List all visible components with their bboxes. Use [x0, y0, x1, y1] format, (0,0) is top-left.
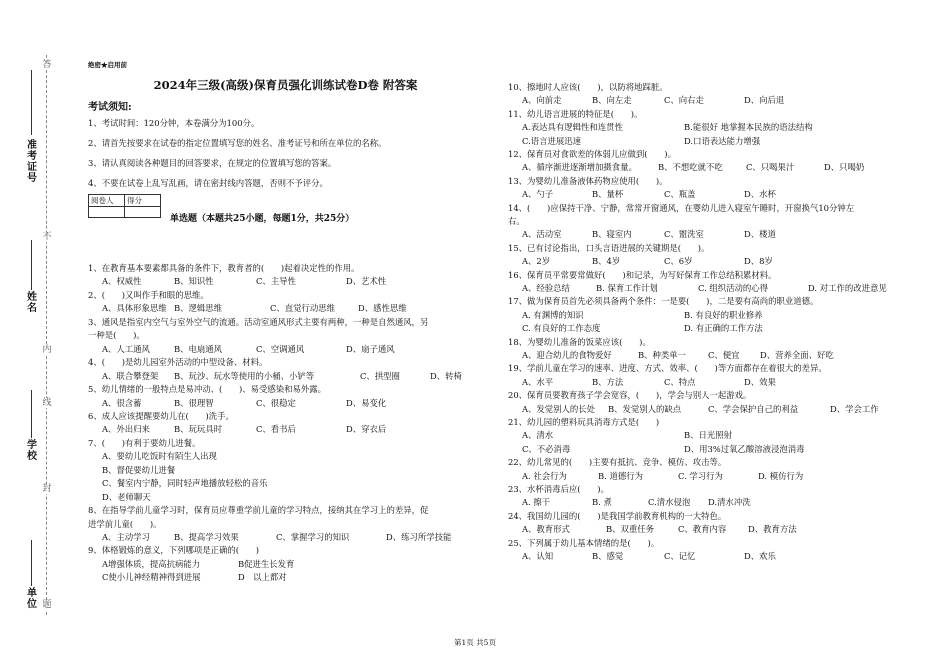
answer-option[interactable]: B、日光照射: [684, 430, 733, 441]
answer-option[interactable]: D、练习所学技能: [386, 532, 452, 542]
answer-option[interactable]: A、活动室: [522, 229, 562, 240]
answer-option[interactable]: B、玩沙、玩水等使用的小桶、小铲等: [174, 370, 315, 381]
notice-item: 2、请首先按要求在试卷的指定位置填写您的姓名、准考证号和所在单位的名称。: [88, 138, 387, 148]
seal-char: 封: [42, 484, 52, 494]
answer-option[interactable]: D、欢乐: [744, 551, 776, 561]
answer-option[interactable]: C、记忆: [664, 551, 696, 561]
answer-option[interactable]: D. 模仿行为: [758, 470, 804, 481]
question-stem: 11、幼儿语言进展的特征是( )。: [508, 108, 643, 119]
question-stem: 14、( )应保持干净、宁静，常常开窗通风，在婴幼儿进入寝室午睡时，开窗换气10分钟左: [508, 202, 855, 213]
answer-option[interactable]: B.能很好 地掌握本民族的语法结构: [684, 122, 813, 133]
question-stem: 5、幼儿情绪的一般特点是易冲动、( )、易受感染和易外露。: [88, 384, 326, 395]
answer-option[interactable]: A、人工通风: [102, 343, 150, 354]
question-stem: 10、擦地时人应该( )，以防将地踩脏。: [508, 82, 668, 92]
question-stem: 24、我国幼儿园的( )是我国学前教育机构的一大特色。: [508, 510, 727, 521]
answer-option[interactable]: D、艺术性: [346, 276, 387, 287]
answer-option[interactable]: C.语言进展迅速: [522, 135, 582, 146]
answer-option[interactable]: A、联合攀登架: [102, 370, 159, 381]
answer-option[interactable]: A、清水: [522, 430, 554, 441]
answer-option[interactable]: D、用3%过氧乙酸溶液浸泡消毒: [684, 443, 805, 454]
answer-option[interactable]: A. 社会行为: [522, 470, 567, 481]
seal-char: 不: [42, 232, 52, 242]
question-stem: 1、在教育基本要素都具备的条件下，教育者的( )起着决定性的作用。: [88, 263, 360, 273]
answer-option[interactable]: C、便宜: [708, 350, 740, 360]
answer-option[interactable]: D、营养全面、好吃: [760, 350, 834, 360]
answer-option[interactable]: C.清水侵泡: [648, 497, 691, 508]
answer-option[interactable]: D、只喝奶: [824, 162, 865, 173]
secret-mark: 绝密★启用前: [88, 61, 127, 69]
answer-option[interactable]: A.表达具有逻辑性和连贯性: [522, 122, 623, 133]
notice-heading: 考试须知:: [88, 102, 132, 113]
answer-option[interactable]: A、迎合幼儿的食物爱好: [522, 350, 612, 360]
answer-option[interactable]: A、很含蓄: [102, 397, 142, 408]
question-stem: 进学前儿童( )。: [88, 518, 162, 529]
answer-option[interactable]: C、餐室内宁静，同时轻声地播放轻松的音乐: [102, 478, 268, 489]
answer-option[interactable]: C、特点: [664, 376, 696, 387]
question-stem: 9、体格锻炼的意义，下列哪项是正确的( ): [88, 545, 259, 556]
notice-item: 3、请认真阅读各种题目的回答要求，在规定的位置填写您的答案。: [88, 158, 337, 168]
answer-option[interactable]: A、勺子: [522, 189, 554, 200]
seal-char: 题: [42, 600, 52, 610]
answer-option[interactable]: C、空调通风: [256, 343, 305, 354]
answer-option[interactable]: A、水平: [522, 376, 554, 387]
answer-option[interactable]: D.口语表达能力增强: [684, 135, 761, 146]
question-stem: 16、保育员平常要常做好( )和记录，为写好保育工作总结积累材料。: [508, 269, 777, 280]
answer-option[interactable]: D.清水冲洗: [708, 497, 751, 508]
answer-option[interactable]: A、要幼儿吃饭时有陌生人出现: [102, 451, 217, 462]
answer-option[interactable]: B、双重任务: [606, 524, 655, 535]
answer-option[interactable]: A增强体质，提高抗病能力: [102, 558, 201, 569]
answer-option[interactable]: B. 保育工作计划: [596, 283, 658, 293]
question-stem: 12、保育员对食欲差的体弱儿应做到( )。: [508, 149, 676, 159]
answer-option[interactable]: B、提高学习效果: [174, 532, 239, 542]
answer-option[interactable]: C、6岁: [664, 256, 693, 267]
answer-option[interactable]: D、转椅: [430, 370, 462, 381]
answer-option[interactable]: C、掌握学习的知识: [276, 532, 350, 542]
answer-option[interactable]: A、具体形象思维: [102, 303, 167, 314]
unit-line: [31, 540, 32, 586]
answer-option[interactable]: D、向后退: [744, 95, 785, 106]
seal-sidebar: [0, 0, 60, 671]
answer-option[interactable]: A、教育形式: [522, 524, 570, 535]
answer-option[interactable]: C. 学习行为: [678, 470, 723, 481]
question-stem: 6、成人应该提醒要幼儿在( )洗手。: [88, 410, 234, 421]
question-stem: 18、为婴幼儿准备的饭菜应该( )。: [508, 336, 651, 347]
notice-item: 1、考试时间：120分钟，本卷满分为100分。: [88, 118, 260, 128]
school-label: 学校: [27, 440, 37, 462]
answer-option[interactable]: C、主导性: [256, 276, 296, 287]
answer-option[interactable]: A. 有渊博的知识: [522, 309, 584, 320]
answer-option[interactable]: C、盥洗室: [664, 229, 704, 240]
answer-option[interactable]: B、4岁: [592, 256, 621, 267]
answer-option[interactable]: A、经验总结: [522, 283, 570, 293]
answer-option[interactable]: C、瓶盖: [664, 189, 696, 200]
answer-option[interactable]: D、水杯: [744, 189, 776, 200]
answer-option[interactable]: B、方法: [592, 376, 624, 387]
answer-option[interactable]: D、8岁: [744, 256, 773, 267]
answer-option[interactable]: D、效果: [744, 376, 776, 387]
answer-option[interactable]: B、量杯: [592, 189, 624, 200]
answer-option[interactable]: A、主动学习: [102, 532, 150, 542]
answer-option[interactable]: D. 有正确的工作方法: [684, 323, 763, 334]
answer-option[interactable]: A. 擦干: [522, 497, 551, 508]
section-title: 单选题（本题共25小题，每题1分，共25分）: [170, 214, 355, 224]
reviewer-cell: 阅卷人: [89, 195, 125, 207]
answer-option[interactable]: B. 道德行为: [598, 470, 643, 481]
question-stem: 19、学前儿童在学习的速率、进度、方式、效率、( )等方面都存在着很大的差异。: [508, 363, 827, 374]
answer-option[interactable]: B、督促要幼儿进餐: [102, 464, 176, 475]
question-stem: 8、在指导学前儿童学习时，保育员应尊重学前儿童的学习特点，接纳其在学习上的差异，促: [88, 505, 429, 516]
notice-item: 4、不要在试卷上乱写乱画，请在密封线内答题，否则不予评分。: [88, 178, 328, 188]
answer-option[interactable]: D、楼道: [744, 229, 776, 240]
answer-option[interactable]: B. 煮: [592, 497, 612, 508]
seal-char: 内: [42, 345, 52, 355]
answer-option[interactable]: C. 有良好的工作态度: [522, 323, 601, 334]
reviewer-blank[interactable]: [89, 207, 125, 218]
answer-option[interactable]: C、直觉行动思维: [270, 303, 336, 314]
answer-option[interactable]: C、教育内容: [678, 524, 727, 535]
answer-option[interactable]: B促进生长发育: [238, 558, 295, 569]
question-stem: 22、幼儿常见的( )主要有抵抗、竞争、模仿、攻击等。: [508, 457, 727, 468]
answer-option[interactable]: D 以上都对: [238, 572, 287, 583]
answer-option[interactable]: A、向前走: [522, 95, 562, 106]
page-title: 2024年三级(高级)保育员强化训练试卷D卷 附答案: [153, 78, 418, 92]
seal-dashed-line: [46, 55, 47, 615]
seal-char: 答: [42, 60, 52, 70]
score-table: [88, 194, 161, 218]
answer-option[interactable]: B、种类单一: [638, 350, 687, 360]
answer-option[interactable]: D、穿衣后: [346, 424, 387, 435]
answer-option[interactable]: A、权威性: [102, 276, 142, 287]
answer-option[interactable]: B、发觉别人的缺点: [608, 403, 682, 414]
question-stem: 15、已有讨论指出，口头言语进展的关键期是( )。: [508, 242, 710, 253]
name-line: [31, 240, 32, 290]
exam-id-label: 准考证号: [27, 140, 37, 184]
question-stem: 右。: [508, 216, 525, 226]
seal-char: 线: [42, 398, 52, 408]
exam-id-line: [31, 70, 32, 135]
answer-option[interactable]: B、向左走: [592, 95, 632, 106]
answer-option[interactable]: A、发觉别人的长处: [522, 403, 596, 414]
school-line: [31, 390, 32, 438]
answer-option[interactable]: B、寝室内: [592, 229, 632, 240]
page-footer: 第1页 共5页: [454, 638, 496, 647]
answer-option[interactable]: B、不想吃就不吃: [658, 162, 723, 173]
score-cell: 得分: [125, 195, 161, 207]
score-blank[interactable]: [125, 207, 161, 218]
answer-option[interactable]: B、感觉: [592, 551, 624, 561]
answer-option[interactable]: A、循序渐进逐渐增加摄食量。: [522, 162, 637, 173]
question-stem: 25、下列属于幼儿基本情绪的是( )。: [508, 537, 660, 548]
answer-option[interactable]: C、很稳定: [256, 397, 296, 408]
answer-option[interactable]: B、电扇通风: [174, 343, 223, 354]
answer-option[interactable]: C使小儿神经精神得到进展: [102, 572, 201, 583]
answer-option[interactable]: D、感性思维: [358, 303, 407, 314]
question-stem: 3、通风是指室内空气与室外空气的流通。活动室通风形式主要有两种，一种是自然通风，另: [88, 316, 429, 327]
answer-option[interactable]: C、学会保护自己的利益: [708, 403, 799, 414]
question-stem: 21、幼儿园的塑料玩具消毒方式是( ): [508, 417, 660, 427]
answer-option[interactable]: D、教育方法: [748, 524, 797, 535]
answer-option[interactable]: B、很理智: [174, 397, 214, 408]
answer-option[interactable]: B、知识性: [174, 276, 214, 287]
answer-option[interactable]: C、拱型圈: [360, 370, 400, 381]
question-stem: 17、做为保育员首先必须具备两个条件：一是要( )，二是要有高尚的职业道德。: [508, 296, 819, 307]
answer-option[interactable]: B、逻辑思维: [174, 303, 223, 314]
answer-option[interactable]: A、2岁: [522, 256, 551, 267]
question-stem: 2、( )又叫作手和眼的思维。: [88, 289, 209, 300]
answer-option[interactable]: B. 有良好的职业修养: [684, 309, 763, 320]
unit-label: 单位: [27, 588, 37, 610]
question-stem: 一种是( )。: [88, 330, 145, 341]
question-stem: 7、( )有利于要幼儿进餐。: [88, 437, 201, 448]
answer-option[interactable]: D、老师聊天: [102, 491, 151, 502]
answer-option[interactable]: C、向右走: [664, 95, 704, 106]
answer-option[interactable]: D. 对工作的改进意见: [808, 283, 887, 293]
answer-option[interactable]: B、玩玩具时: [174, 424, 223, 435]
name-label: 姓名: [27, 292, 37, 314]
answer-option[interactable]: A、外出归来: [102, 424, 150, 435]
question-stem: 4、( )是幼儿园室外活动的中型设备、材料。: [88, 357, 268, 368]
answer-option[interactable]: C、只喝果汁: [746, 162, 795, 173]
answer-option[interactable]: D、易变化: [346, 397, 387, 408]
answer-option[interactable]: D、学会工作: [830, 403, 879, 414]
answer-option[interactable]: A、认知: [522, 551, 554, 561]
question-stem: 23、水杯消毒后应( )。: [508, 484, 609, 494]
answer-option[interactable]: D、扇子通风: [346, 343, 395, 354]
answer-option[interactable]: C. 组织活动的心得: [698, 283, 769, 293]
answer-option[interactable]: C、看书后: [256, 424, 296, 435]
question-stem: 20、保育员要教育孩子学会宽容，( )，学会与别人一起游戏。: [508, 390, 752, 401]
answer-option[interactable]: C、不必消毒: [522, 443, 571, 454]
question-stem: 13、为婴幼儿准备液体药物应使用( )。: [508, 175, 668, 186]
